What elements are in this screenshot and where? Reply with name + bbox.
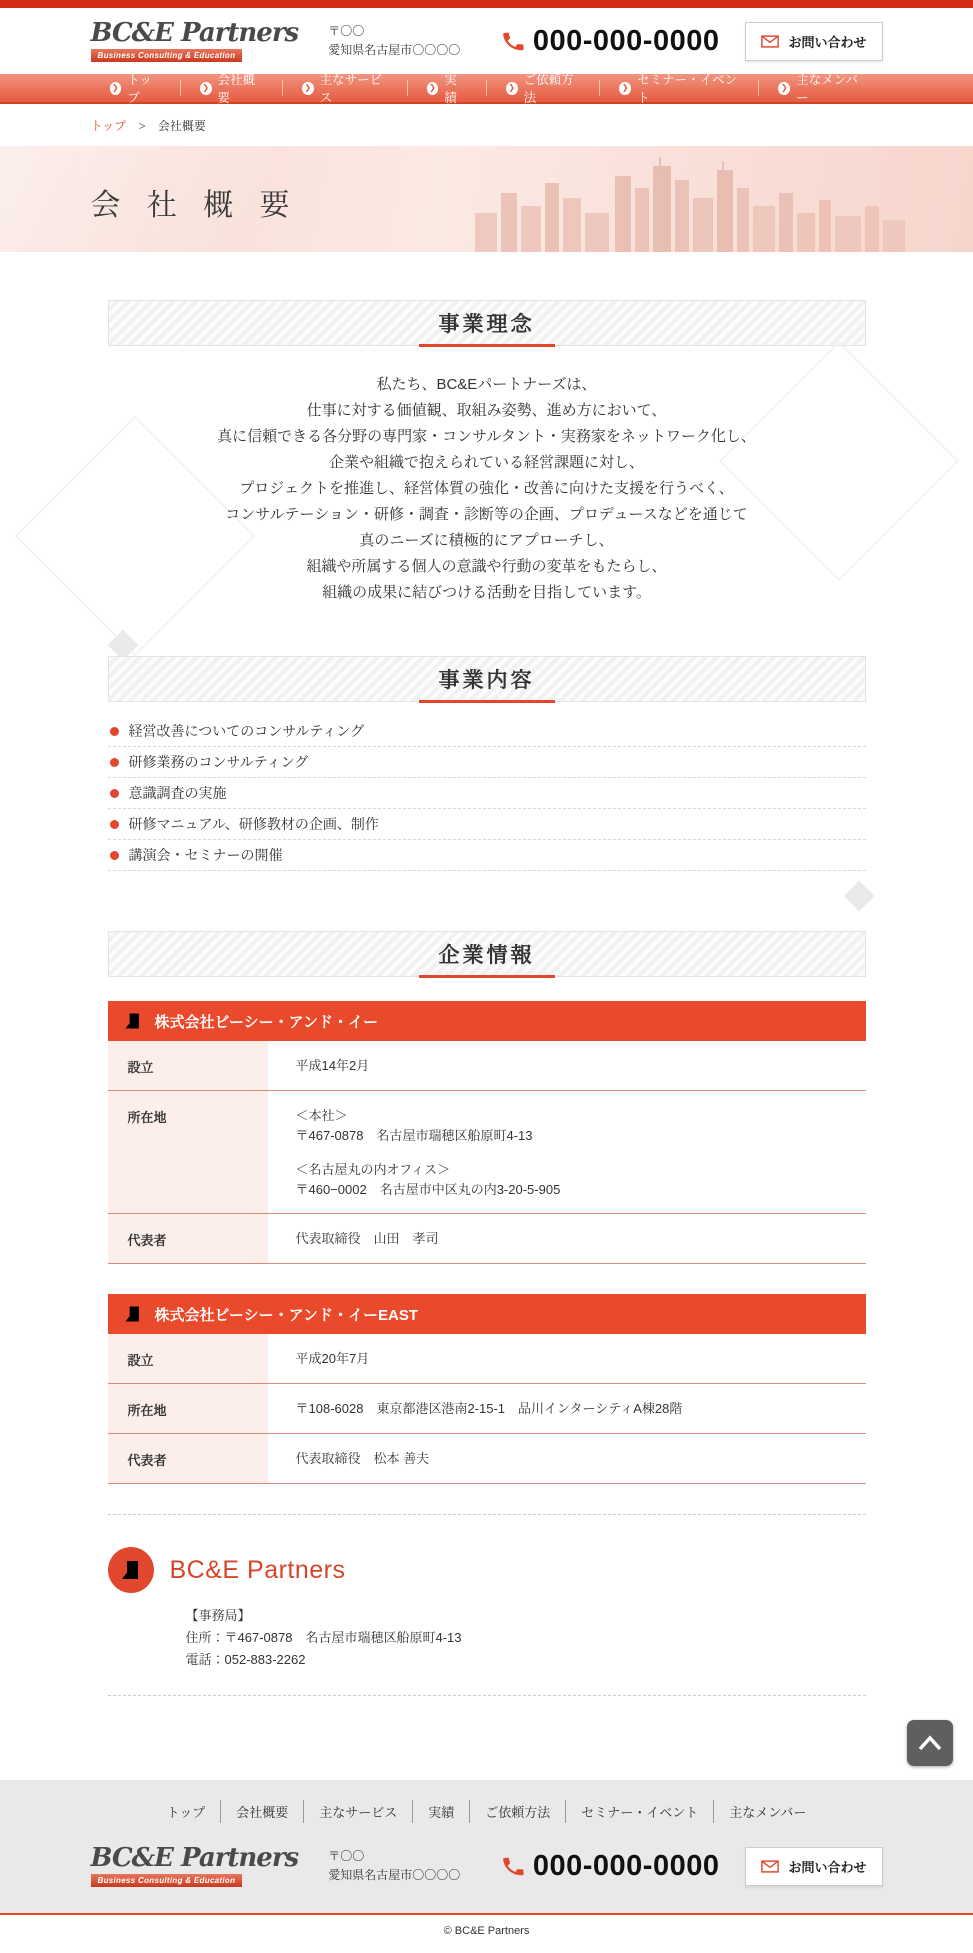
scroll-top-area bbox=[0, 1720, 973, 1766]
footer-postal: 〒〇〇 bbox=[328, 1848, 365, 1863]
breadcrumb-home-link[interactable]: トップ bbox=[90, 119, 127, 133]
scroll-to-top-button[interactable] bbox=[907, 1720, 953, 1766]
company-table-row bbox=[108, 1091, 866, 1214]
footer-nav-item[interactable]: セミナー・イベント bbox=[566, 1800, 714, 1823]
footer-nav-item[interactable]: トップ bbox=[152, 1800, 222, 1823]
bullet-dot-icon bbox=[110, 789, 119, 798]
mail-icon bbox=[761, 35, 779, 48]
building-icon bbox=[123, 1011, 143, 1031]
company-row-value bbox=[268, 1384, 693, 1433]
company-name: 株式会社ビーシー・アンド・イー bbox=[154, 1013, 379, 1031]
header bbox=[91, 8, 883, 74]
chevron-right-circle-icon: ❯ bbox=[302, 82, 314, 95]
footer-nav bbox=[0, 1800, 973, 1823]
company-row-line: 平成14年2月 bbox=[295, 1058, 370, 1073]
header-address-line: 愛知県名古屋市〇〇〇〇 bbox=[328, 43, 461, 57]
chevron-right-circle-icon: ❯ bbox=[200, 82, 212, 95]
company-card bbox=[108, 1294, 866, 1484]
company-row-value bbox=[268, 1091, 571, 1213]
header-right bbox=[501, 22, 883, 61]
footer-main bbox=[91, 1845, 883, 1887]
copyright: © BC&E Partners bbox=[0, 1915, 973, 1953]
company-name: 株式会社ビーシー・アンド・イーEAST bbox=[154, 1306, 419, 1324]
philosophy-line: 組織や所属する個人の意識や行動の変革をもたらし、 bbox=[306, 558, 667, 575]
footer-contact-label: お問い合わせ bbox=[788, 1859, 867, 1875]
business-item-label: 講演会・セミナーの開催 bbox=[128, 847, 283, 863]
section-heading-company-info bbox=[108, 931, 866, 977]
company-row-line: 〒460−0002 名古屋市中区丸の内3-20-5-905 bbox=[295, 1182, 561, 1197]
contact-button-label: お問い合わせ bbox=[788, 34, 867, 50]
chevron-right-circle-icon: ❯ bbox=[506, 82, 518, 95]
office-name: BC&E Partners bbox=[169, 1555, 346, 1584]
company-row-value bbox=[268, 1434, 440, 1483]
company-row-line bbox=[296, 1146, 561, 1160]
company-row-label: 代表者 bbox=[108, 1434, 268, 1483]
office-header bbox=[108, 1531, 866, 1593]
divider-dashed bbox=[108, 1695, 866, 1696]
philosophy-line: 仕事に対する価値観、取組み姿勢、進め方において、 bbox=[306, 402, 667, 419]
company-row-line: ＜名古屋丸の内オフィス＞ bbox=[295, 1162, 451, 1177]
footer-right bbox=[501, 1847, 883, 1886]
business-section bbox=[108, 656, 866, 871]
footer-phone-link[interactable] bbox=[501, 1850, 720, 1883]
footer bbox=[0, 1780, 973, 1913]
philosophy-line: コンサルテーション・研修・調査・診断等の企画、プロデュースなどを通じて bbox=[225, 506, 748, 523]
bullet-dot-icon bbox=[110, 820, 119, 829]
company-row-line: 〒108-6028 東京都港区港南2-15-1 品川インターシティA棟28階 bbox=[295, 1401, 683, 1416]
footer-nav-item[interactable]: 実績 bbox=[413, 1800, 470, 1823]
logo-subtitle: Business Consulting & Education bbox=[91, 49, 243, 62]
phone-icon bbox=[500, 27, 527, 54]
nav-item-label: 主なサービス bbox=[319, 73, 383, 105]
company-row-value bbox=[268, 1214, 449, 1263]
company-row-line: 代表取締役 松本 善夫 bbox=[295, 1451, 430, 1466]
company-table-row bbox=[108, 1384, 866, 1434]
nav-item[interactable] bbox=[759, 73, 882, 105]
business-list-item bbox=[108, 840, 866, 871]
contact-button[interactable] bbox=[745, 22, 882, 61]
bullet-dot-icon bbox=[110, 727, 119, 736]
philosophy-line: 企業や組織で抱えられている経営課題に対し、 bbox=[328, 454, 644, 471]
section-heading-business bbox=[108, 656, 866, 702]
philosophy-line: プロジェクトを推進し、経営体質の強化・改善に向けた支援を行うべく、 bbox=[239, 480, 734, 497]
company-row-label: 代表者 bbox=[108, 1214, 268, 1263]
breadcrumb-separator: > bbox=[138, 119, 146, 133]
deco-diamond-small bbox=[843, 880, 874, 911]
office-detail-line: 電話：052-883-2262 bbox=[185, 1652, 306, 1667]
chevron-right-circle-icon: ❯ bbox=[427, 82, 439, 95]
header-phone-number: 000-000-0000 bbox=[532, 24, 720, 57]
footer-address-line: 愛知県名古屋市〇〇〇〇 bbox=[328, 1868, 461, 1882]
page-title-banner bbox=[0, 146, 973, 252]
building-icon bbox=[123, 1304, 143, 1324]
office-section bbox=[108, 1515, 866, 1695]
philosophy-line: 私たち、BC&Eパートナーズは、 bbox=[376, 376, 597, 393]
global-nav bbox=[0, 74, 973, 104]
footer-nav-item[interactable]: 主なサービス bbox=[304, 1800, 413, 1823]
business-list-item bbox=[108, 778, 866, 809]
business-item-label: 研修マニュアル、研修教材の企画、制作 bbox=[128, 816, 379, 832]
chevron-up-icon bbox=[917, 1735, 943, 1751]
bullet-dot-icon bbox=[110, 851, 119, 860]
footer-logo[interactable] bbox=[91, 1845, 299, 1887]
footer-address bbox=[328, 1847, 460, 1885]
office-details bbox=[186, 1605, 866, 1671]
company-row-value bbox=[268, 1334, 380, 1383]
footer-nav-item[interactable]: 会社概要 bbox=[221, 1800, 304, 1823]
nav-item-label: 実績 bbox=[444, 73, 457, 105]
business-list-item bbox=[108, 716, 866, 747]
company-table-row bbox=[108, 1334, 866, 1384]
phone-icon bbox=[500, 1852, 527, 1879]
footer-logo-title: BC&E Partners bbox=[90, 1843, 299, 1873]
nav-item-label: 会社概要 bbox=[217, 73, 256, 105]
header-phone-link[interactable] bbox=[501, 25, 720, 58]
company-row-label: 設立 bbox=[108, 1041, 268, 1090]
nav-item-label: セミナー・イベント bbox=[637, 73, 738, 105]
company-row-line: ＜本社＞ bbox=[295, 1108, 348, 1123]
company-row-line: 〒467-0878 名古屋市瑞穂区船原町4-13 bbox=[295, 1128, 533, 1143]
philosophy-heading: 事業理念 bbox=[438, 313, 535, 336]
company-row-label: 設立 bbox=[108, 1334, 268, 1383]
chevron-right-circle-icon: ❯ bbox=[619, 82, 631, 95]
office-detail-line: 【事務局】 bbox=[185, 1608, 251, 1623]
bullet-dot-icon bbox=[110, 758, 119, 767]
chevron-right-circle-icon: ❯ bbox=[778, 82, 790, 95]
philosophy-line: 真のニーズに積極的にアプローチし、 bbox=[359, 532, 614, 549]
building-circle-icon bbox=[108, 1547, 154, 1593]
company-table-row bbox=[108, 1434, 866, 1484]
nav-item[interactable] bbox=[283, 73, 408, 105]
building-icon bbox=[119, 1558, 143, 1582]
company-row-value bbox=[268, 1041, 380, 1090]
company-row-line: 代表取締役 山田 孝司 bbox=[295, 1231, 439, 1246]
breadcrumb-current: 会社概要 bbox=[157, 119, 206, 133]
philosophy-section bbox=[108, 346, 866, 630]
company-table-row bbox=[108, 1214, 866, 1264]
company-cards bbox=[108, 1001, 866, 1484]
nav-item-label: 主なメンバー bbox=[796, 73, 858, 105]
footer-phone-number: 000-000-0000 bbox=[532, 1849, 720, 1882]
top-accent-bar bbox=[0, 0, 973, 8]
office-detail-line: 住所：〒467-0878 名古屋市瑞穂区船原町4-13 bbox=[185, 1630, 462, 1645]
footer-contact-button[interactable] bbox=[745, 1847, 882, 1886]
philosophy-line: 真に信頼できる各分野の専門家・コンサルタント・実務家をネットワーク化し、 bbox=[217, 428, 756, 445]
business-list-item bbox=[108, 747, 866, 778]
main-content bbox=[108, 300, 866, 1696]
company-card-header bbox=[108, 1294, 866, 1334]
company-row-label: 所在地 bbox=[108, 1091, 268, 1213]
company-table-row bbox=[108, 1041, 866, 1091]
logo-title: BC&E Partners bbox=[90, 18, 299, 48]
business-item-label: 研修業務のコンサルティング bbox=[128, 754, 309, 770]
nav-item[interactable] bbox=[91, 73, 181, 105]
footer-nav-item[interactable]: 主なメンバー bbox=[729, 1805, 807, 1820]
business-heading: 事業内容 bbox=[438, 669, 535, 692]
nav-item-label: トップ bbox=[127, 73, 152, 105]
nav-item[interactable] bbox=[487, 73, 600, 105]
company-info-heading: 企業情報 bbox=[438, 944, 535, 967]
breadcrumb bbox=[91, 104, 883, 146]
section-heading-philosophy bbox=[108, 300, 866, 346]
company-table bbox=[108, 1041, 866, 1264]
company-row-label: 所在地 bbox=[108, 1384, 268, 1433]
nav-item[interactable] bbox=[600, 73, 759, 105]
business-list-item bbox=[108, 809, 866, 840]
philosophy-line: 組織の成果に結びつける活動を目指しています。 bbox=[322, 584, 651, 601]
chevron-right-circle-icon: ❯ bbox=[110, 82, 122, 95]
company-table bbox=[108, 1334, 866, 1484]
nav-item[interactable] bbox=[408, 73, 487, 105]
header-address bbox=[328, 22, 460, 60]
mail-icon bbox=[761, 1860, 779, 1873]
nav-item-label: ご依頼方法 bbox=[523, 73, 574, 105]
business-item-label: 意識調査の実施 bbox=[128, 785, 227, 801]
header-postal: 〒〇〇 bbox=[328, 23, 365, 38]
business-item-label: 経営改善についてのコンサルティング bbox=[128, 723, 365, 739]
footer-nav-item[interactable]: ご依頼方法 bbox=[470, 1800, 566, 1823]
company-card-header bbox=[108, 1001, 866, 1041]
page-title: 会 社 概 要 bbox=[90, 189, 299, 222]
company-row-line: 平成20年7月 bbox=[295, 1351, 370, 1366]
site-logo[interactable] bbox=[91, 20, 299, 62]
company-card bbox=[108, 1001, 866, 1264]
footer-logo-subtitle: Business Consulting & Education bbox=[91, 1874, 243, 1887]
nav-item[interactable] bbox=[181, 73, 283, 105]
